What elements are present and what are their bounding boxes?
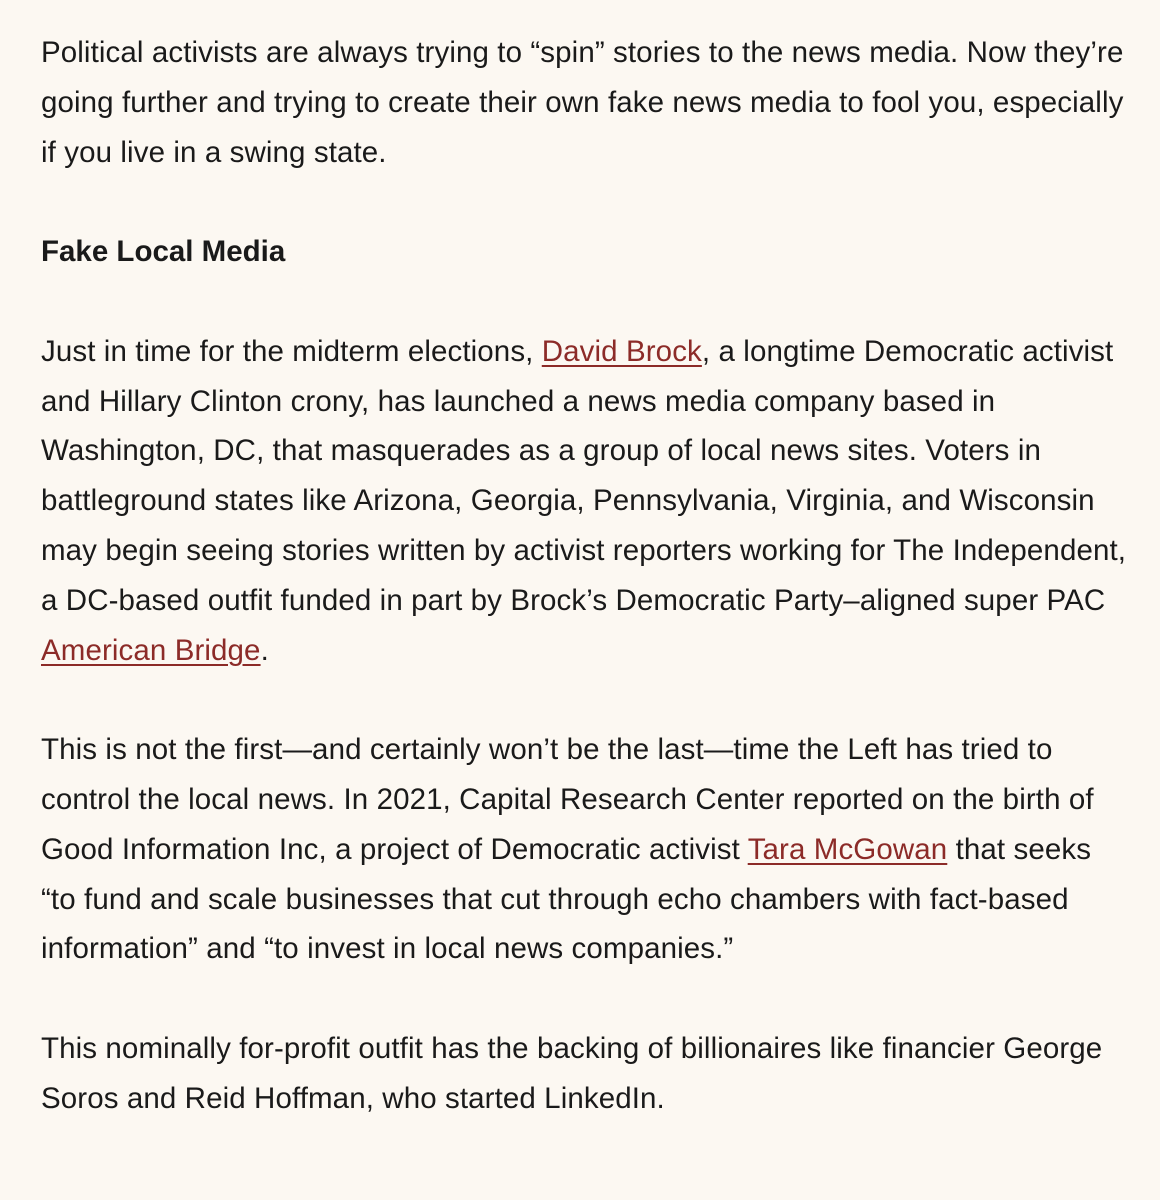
paragraph-text: that seeks “to fund and scale businesses that cut through echo chambers with fact-based information” and “to invest in local news companies.”: [41, 832, 1092, 966]
paragraph-text: , a longtime Democratic activist and Hillary Clinton crony, has launched a news media company based in Washington, DC, that masquerades as a group of local news sites. Voters in battleground states like Arizona, Georgia, Pennsylvania, Virginia, and Wisconsin may begin seeing stories written by activist reporters working for The Independent, a DC-based outfit funded in part by Brock’s Democratic Party–aligned super PAC: [41, 334, 1127, 617]
intro-paragraph: Political activists are always trying to “spin” stories to the news media. Now they’re going further and trying to create their own fake news media to fool you, especially if you live in a swing state.: [41, 36, 1124, 169]
good-information-paragraph: [41, 725, 1131, 974]
paragraph-text: This is not the first—and certainly won’t be the last—time the Left has tried to control the local news. In 2021, Capital Research Center reported on the birth of Good Information Inc, a project of Democratic activist: [41, 733, 1094, 866]
paragraph-text: .: [260, 633, 269, 667]
brock-paragraph: [41, 327, 1131, 676]
david-brock-link[interactable]: David Brock: [541, 334, 702, 368]
paragraph-text: Just in time for the midterm elections,: [41, 334, 542, 368]
article-body: [41, 28, 1131, 1173]
backing-paragraph: This nominally for-profit outfit has the backing of billionaires like financier George Soros and Reid Hoffman, who started LinkedIn.: [41, 1031, 1103, 1115]
tara-mcgowan-link[interactable]: Tara McGowan: [747, 832, 948, 866]
section-heading: Fake Local Media: [41, 235, 286, 269]
american-bridge-link[interactable]: American Bridge: [41, 633, 261, 667]
